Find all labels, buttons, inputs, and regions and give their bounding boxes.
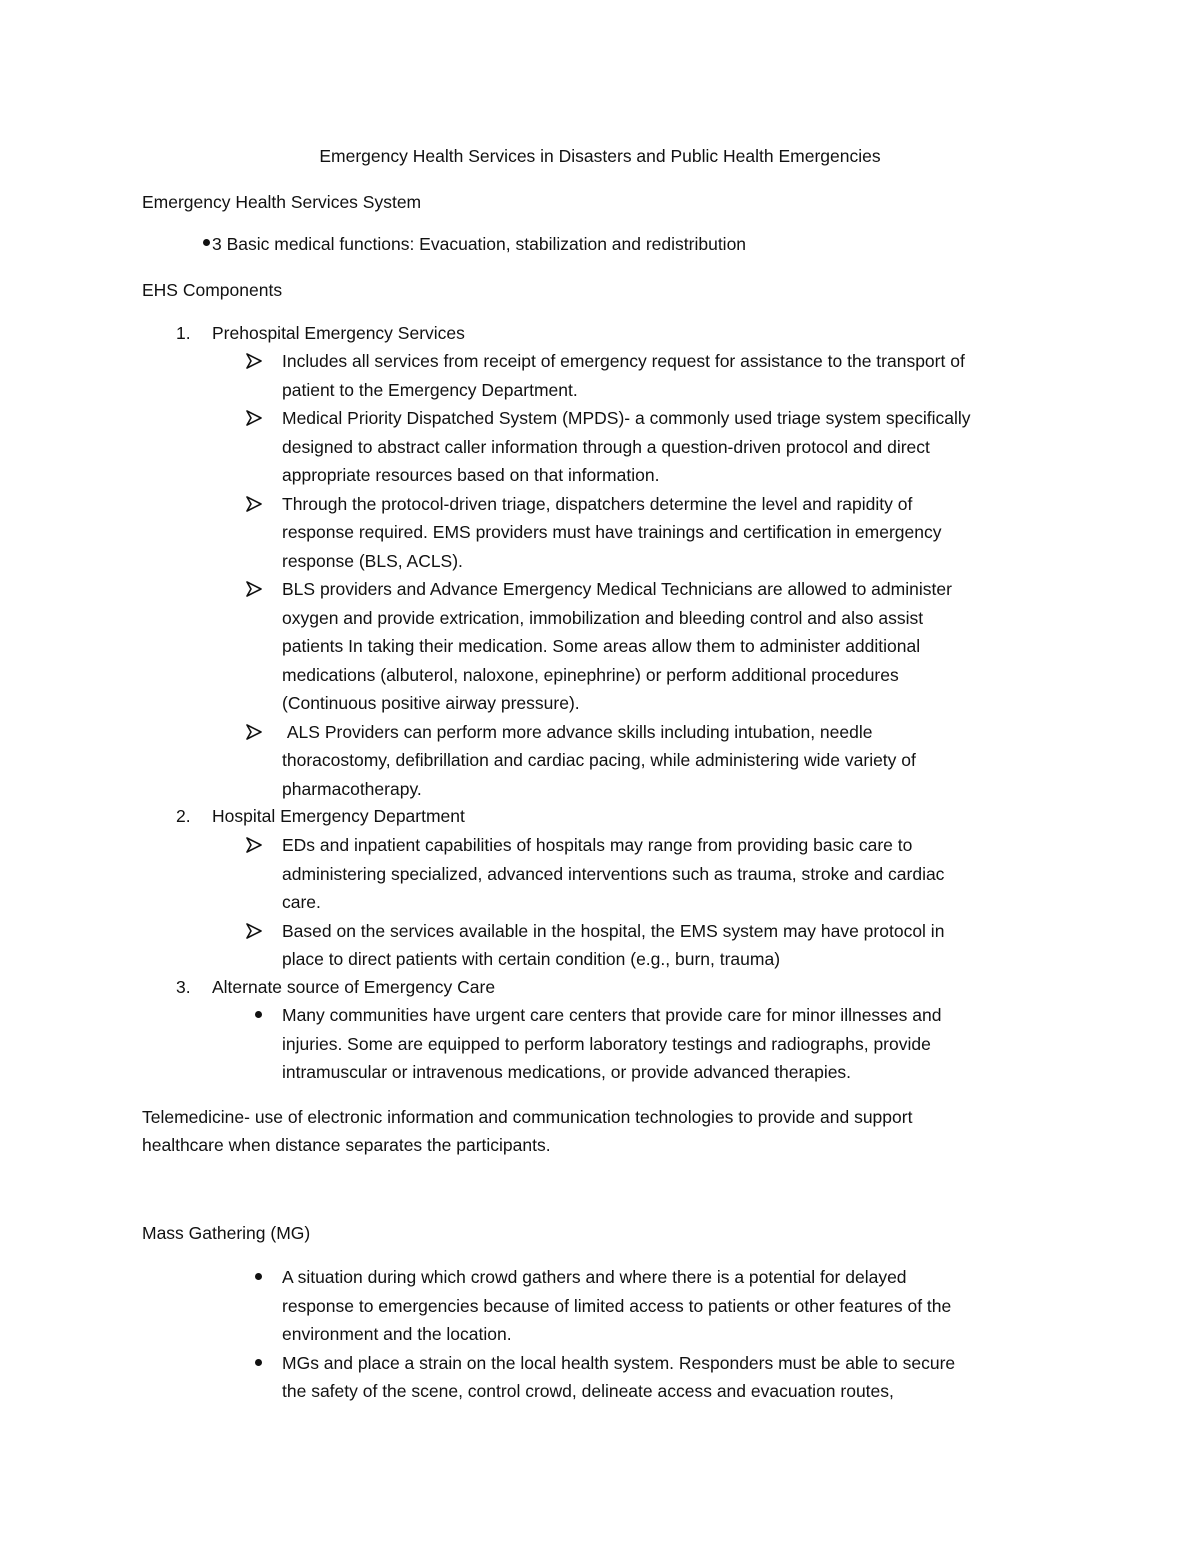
document-title: Emergency Health Services in Disasters and Public Health Emergencies: [319, 146, 881, 166]
sub-item-line: EDs and inpatient capabilities of hospitals may range from providing basic care to: [282, 835, 913, 855]
bullet-dot-icon: [255, 1011, 262, 1018]
sub-item-line: BLS providers and Advance Emergency Medical Technicians are allowed to administer: [282, 579, 952, 599]
telemedicine-line: Telemedicine- use of electronic information and communication technologies to provide and support: [142, 1107, 913, 1127]
arrow-bullet-icon: [246, 410, 262, 426]
sub-item-line: patient to the Emergency Department.: [282, 379, 578, 400]
sub-item-line: Medical Priority Dispatched System (MPDS)- a commonly used triage system specifically: [282, 408, 971, 428]
section-heading-mass-gathering: Mass Gathering (MG): [142, 1223, 311, 1243]
section-heading-ehs-components: EHS Components: [142, 280, 283, 300]
sub-item-line: MGs and place a strain on the local health system. Responders must be able to secure: [282, 1352, 956, 1373]
bullet-dot-icon: [255, 1273, 262, 1280]
section-heading-ehs-system: Emergency Health Services System: [142, 192, 422, 212]
list-number: 2.: [176, 806, 191, 826]
arrow-bullet-icon: [246, 353, 262, 369]
sub-item-line: pharmacotherapy.: [282, 778, 422, 799]
bullet-dot-icon: [255, 1359, 262, 1366]
sub-item-line: A situation during which crowd gathers and where there is a potential for delayed: [282, 1267, 907, 1287]
sub-item-line: care.: [282, 892, 321, 912]
list-number: 3.: [176, 977, 191, 997]
sub-item-line: medications (albuterol, naloxone, epinephrine) or perform additional procedures: [282, 664, 899, 685]
arrow-bullet-icon: [246, 923, 262, 939]
list-number: 1.: [176, 323, 191, 343]
telemedicine-line: healthcare when distance separates the participants.: [142, 1135, 551, 1155]
sub-item-line: place to direct patients with certain condition (e.g., burn, trauma): [282, 949, 781, 969]
list-item-prehospital: Prehospital Emergency Services: [212, 323, 465, 343]
list-item-hospital-ed: Hospital Emergency Department: [212, 806, 465, 826]
sub-item-line: oxygen and provide extrication, immobilization and bleeding control and also assist: [282, 607, 924, 628]
sub-item-line: the safety of the scene, control crowd, delineate access and evacuation routes,: [282, 1381, 894, 1401]
sub-item-line: Through the protocol-driven triage, dispatchers determine the level and rapidity of: [282, 493, 913, 514]
bullet-text-basic-functions: 3 Basic medical functions: Evacuation, stabilization and redistribution: [212, 234, 747, 254]
sub-item-line: ALS Providers can perform more advance skills including intubation, needle: [282, 721, 873, 742]
sub-item-line: response to emergencies because of limited access to patients or other features of the: [282, 1295, 952, 1316]
arrow-bullet-icon: [246, 837, 262, 853]
sub-item-line: response required. EMS providers must have trainings and certification in emergency: [282, 522, 942, 542]
list-item-alternate-care: Alternate source of Emergency Care: [212, 977, 496, 997]
bullet-dot-icon: [203, 239, 210, 246]
arrow-bullet-icon: [246, 496, 262, 512]
sub-item-line: response (BLS, ACLS).: [282, 550, 463, 571]
sub-item-line: environment and the location.: [282, 1324, 512, 1344]
sub-item-line: appropriate resources based on that information.: [282, 465, 660, 485]
arrow-bullet-icon: [246, 581, 262, 597]
sub-item-line: patients In taking their medication. Some areas allow them to administer additional: [282, 636, 921, 656]
sub-item-line: designed to abstract caller information through a question-driven protocol and direct: [282, 436, 930, 457]
sub-item-line: injuries. Some are equipped to perform laboratory testings and radiographs, provide: [282, 1033, 931, 1054]
sub-item-line: administering specialized, advanced interventions such as trauma, stroke and cardiac: [282, 863, 945, 884]
sub-item-line: Based on the services available in the hospital, the EMS system may have protocol in: [282, 920, 945, 941]
sub-item-line: Includes all services from receipt of emergency request for assistance to the transport of: [282, 351, 965, 371]
sub-item-line: intramuscular or intravenous medications, or provide advanced therapies.: [282, 1062, 852, 1082]
sub-item-line: (Continuous positive airway pressure).: [282, 693, 580, 713]
arrow-bullet-icon: [246, 724, 262, 740]
sub-item-line: Many communities have urgent care centers that provide care for minor illnesses and: [282, 1005, 942, 1025]
sub-item-line: thoracostomy, defibrillation and cardiac pacing, while administering wide variety of: [282, 750, 916, 770]
